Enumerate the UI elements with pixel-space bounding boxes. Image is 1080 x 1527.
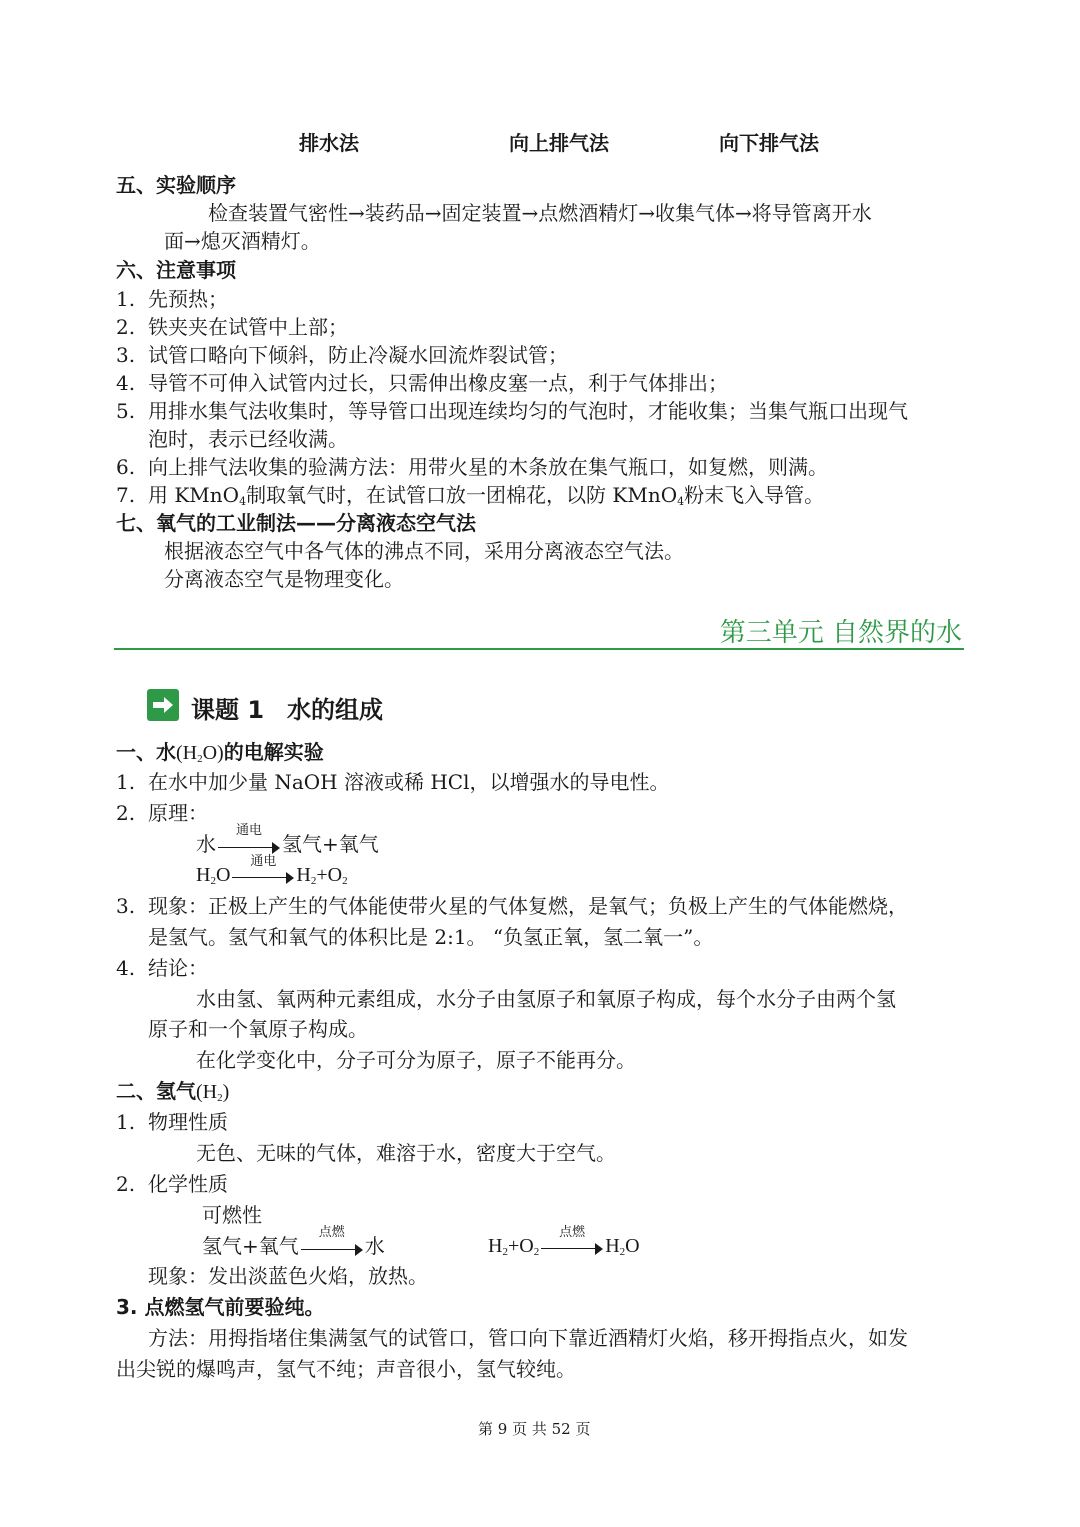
electrolysis-item3: 现象：正极上产生的气体能使带火星的气体复燃，是氧气；负极上产生的气体能燃烧，	[148, 894, 908, 918]
note-num: 2.	[116, 315, 136, 339]
hydrogen-physical-heading: 物理性质	[148, 1110, 228, 1134]
section7-line1: 根据液态空气中各气体的沸点不同，采用分离液态空气法。	[164, 539, 684, 563]
note-text: 导管不可伸入试管内过长，只需伸出橡皮塞一点，利于气体排出；	[148, 371, 728, 395]
section6-heading: 六、注意事项	[116, 258, 236, 282]
section5-heading: 五、实验顺序	[116, 173, 236, 197]
word-equation-combustion: 氢气+氧气 点燃 水	[202, 1224, 385, 1258]
purity-method-line1: 方法：用拇指堵住集满氢气的试管口，管口向下靠近酒精灯火焰，移开拇指点火，如发	[148, 1326, 908, 1350]
reaction-arrow: 点燃	[541, 1237, 603, 1257]
list-num: 1.	[116, 1110, 136, 1134]
formula-equation-combustion: $H_2+O_2$ 点燃 $H_2O$	[488, 1224, 640, 1258]
note-num: 6.	[116, 455, 136, 479]
water-electrolysis-heading: 一、水$(H_2O)$的电解实验	[116, 740, 324, 765]
list-num: 3.	[116, 894, 136, 918]
note-text: 先预热；	[148, 287, 228, 311]
section5-line1: 检查装置气密性→装药品→固定装置→点燃酒精灯→收集气体→将导管离开水	[208, 201, 872, 225]
note-num: 3.	[116, 343, 136, 367]
electrolysis-item1: 在水中加少量 NaOH 溶液或稀 HCl，以增强水的导电性。	[148, 770, 670, 794]
note-num: 1.	[116, 287, 136, 311]
page-number: 第 9 页 共 52 页	[478, 1420, 591, 1438]
note-text-cont: 泡时，表示已经收满。	[148, 427, 348, 451]
hydrogen-chemical-heading: 化学性质	[148, 1172, 228, 1196]
hydrogen-physical-text: 无色、无味的气体，难溶于水，密度大于空气。	[196, 1141, 616, 1165]
list-num: 2.	[116, 1172, 136, 1196]
method-upward: 向上排气法	[509, 131, 609, 155]
note-text: 用排水集气法收集时，等导管口出现连续均匀的气泡时，才能收集；当集气瓶口出现气	[148, 399, 908, 423]
unit-divider	[114, 648, 964, 650]
flammability-label: 可燃性	[202, 1203, 262, 1227]
lesson-title: 水的组成	[287, 696, 383, 724]
reaction-arrow: 通电	[232, 866, 294, 886]
note-text: 铁夹夹在试管中上部；	[148, 315, 348, 339]
note-num: 4.	[116, 371, 136, 395]
section7-line2: 分离液态空气是物理变化。	[164, 567, 404, 591]
note-num: 5.	[116, 399, 136, 423]
list-num: 4.	[116, 956, 136, 980]
section5-line2: 面→熄灭酒精灯。	[164, 229, 321, 253]
unit-title: 第三单元 自然界的水	[719, 618, 962, 648]
purity-method-line2: 出尖锐的爆鸣声，氢气不纯；声音很小，氢气较纯。	[116, 1357, 576, 1381]
list-num: 1.	[116, 770, 136, 794]
reaction-arrow: 通电	[218, 836, 280, 856]
arrow-right-icon	[147, 689, 179, 721]
note-text: 向上排气法收集的验满方法：用带火星的木条放在集气瓶口，如复燃，则满。	[148, 455, 828, 479]
hydrogen-heading: 二、氢气$(H_2)$	[116, 1079, 230, 1104]
conclusion2: 在化学变化中，分子可分为原子，原子不能再分。	[196, 1048, 636, 1072]
list-num: 2.	[116, 801, 136, 825]
method-drainage: 排水法	[299, 131, 359, 155]
word-equation-electrolysis: 水 通电 氢气+氧气	[196, 822, 379, 856]
lesson-label: 课题 1	[191, 696, 265, 724]
electrolysis-item3-cont: 是氢气。氢气和氧气的体积比是 2:1。 “负氢正氧，氢二氧一”。	[148, 925, 714, 949]
electrolysis-item4: 结论：	[148, 956, 208, 980]
conclusion1-cont: 原子和一个氧原子构成。	[148, 1017, 368, 1041]
combustion-phenomenon: 现象：发出淡蓝色火焰，放热。	[148, 1264, 428, 1288]
electrolysis-item2: 原理：	[148, 801, 208, 825]
section7-heading: 七、氧气的工业制法——分离液态空气法	[116, 511, 476, 535]
method-downward: 向下排气法	[719, 131, 819, 155]
note-text-kmno4: 用 KMnO$_4$制取氧气时，在试管口放一团棉花，以防 KMnO$_4$粉末飞入导管。	[148, 483, 825, 508]
note-num: 7.	[116, 483, 136, 507]
conclusion1: 水由氢、氧两种元素组成，水分子由氢原子和氧原子构成，每个水分子由两个氢	[196, 987, 896, 1011]
formula-equation-electrolysis: $H_2O$ 通电 $H_2+O_2$	[196, 853, 348, 887]
reaction-arrow: 点燃	[301, 1238, 363, 1258]
note-text: 试管口略向下倾斜，防止冷凝水回流炸裂试管；	[148, 343, 568, 367]
purity-test-heading: 3. 点燃氢气前要验纯。	[116, 1295, 325, 1319]
